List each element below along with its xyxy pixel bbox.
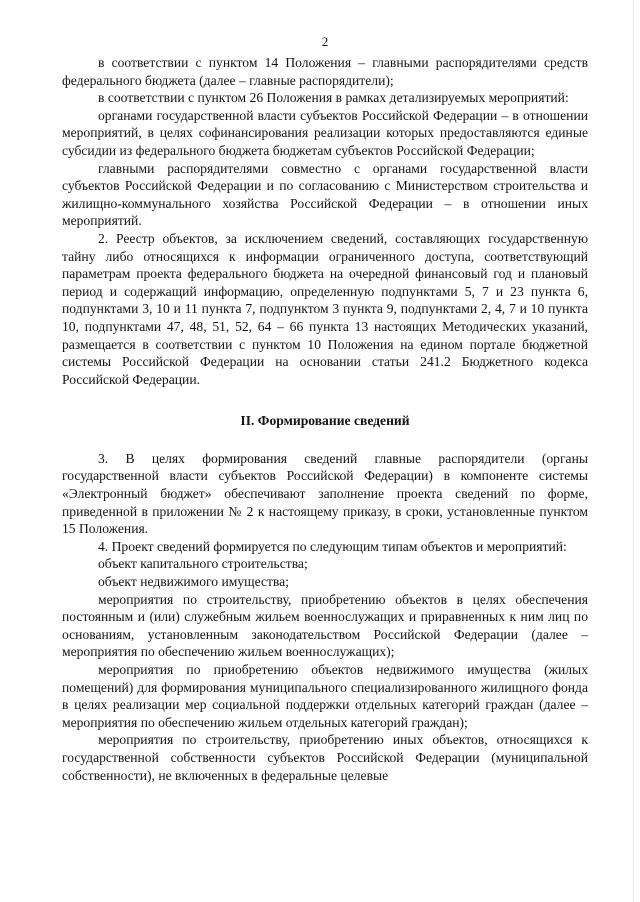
paragraph: главными распорядителями совместно с органами государственной власти субъектов Российской Федерации и по согласованию с Министерством строительства и жилищно-коммунального хозяйства Российской Федерации – в отношении иных мероприятий. bbox=[62, 160, 588, 229]
list-item: мероприятия по приобретению объектов недвижимого имущества (жилых помещений) для формирования муниципального специализированного жилищного фонда в целях реализации мер социальной поддержки отдельных категорий граждан (далее – мероприятия по обеспечению жильем отдельных категорий граждан); bbox=[62, 662, 588, 730]
paragraph: в соответствии с пунктом 26 Положения в рамках детализируемых мероприятий: bbox=[98, 90, 569, 106]
scan-edge-line bbox=[633, 0, 634, 902]
list-item: мероприятия по строительству, приобретению иных объектов, относящихся к государственной собственности субъектов Российской Федерации (муниципальной собственности), не включенных в федеральные целевые bbox=[62, 732, 588, 783]
paragraph: в соответствии с пунктом 14 Положения – главными распорядителями средств федерального бюджета (далее – главные распорядители); bbox=[62, 55, 588, 88]
paragraph: органами государственной власти субъектов Российской Федерации – в отношении мероприятий, в целях софинансирования реализации которых предоставляются единые субсидии из федерального бюджета бюджетам субъектов Российской Федерации; bbox=[62, 107, 588, 158]
paragraph: 2. Реестр объектов, за исключением сведений, составляющих государственную тайну либо относящихся к информации ограниченного доступа, соответствующий параметрам проекта федерального бюджета на очередной финансовый год и плановый период и содержащий информацию, определенную подпунктами 5, 7 и 23 пункта 6, подпунктами 3, 10 и 11 пункта 7, подпунктом 3 пункта 9, подпунктами 2, 4, 7 и 10 пункта 10, подпунктами 47, 48, 51, 52, 64 – 66 пункта 13 настоящих Методических указаний, размещается в соответствии с пунктом 10 Положения на едином портале бюджетной системы Российской Федерации на основании статьи 241.2 Бюджетного кодекса Российской Федерации. bbox=[62, 230, 588, 387]
paragraph: 4. Проект сведений формируется по следующим типам объектов и мероприятий: bbox=[98, 538, 567, 554]
section-heading: II. Формирование сведений bbox=[240, 413, 410, 429]
list-item: объект недвижимого имущества; bbox=[98, 574, 289, 590]
list-item: мероприятия по строительству, приобретению объектов в целях обеспечения постоянным и (или) служебным жильем военнослужащих и приравненных к ним лиц по основаниям, установленным законодательством Российской Федерации (далее – мероприятия по обеспечению жильем военнослужащих); bbox=[62, 591, 588, 660]
paragraph: 3. В целях формирования сведений главные распорядители (органы государственной власти субъектов Российской Федерации) в компоненте системы «Электронный бюджет» обеспечивают заполнение проекта сведений по форме, приведенной в приложении № 2 к настоящему приказу, в сроки, установленные пунктом 15 Положения. bbox=[62, 450, 588, 537]
page-number: 2 bbox=[321, 34, 329, 49]
list-item: объект капитального строительства; bbox=[98, 556, 308, 572]
